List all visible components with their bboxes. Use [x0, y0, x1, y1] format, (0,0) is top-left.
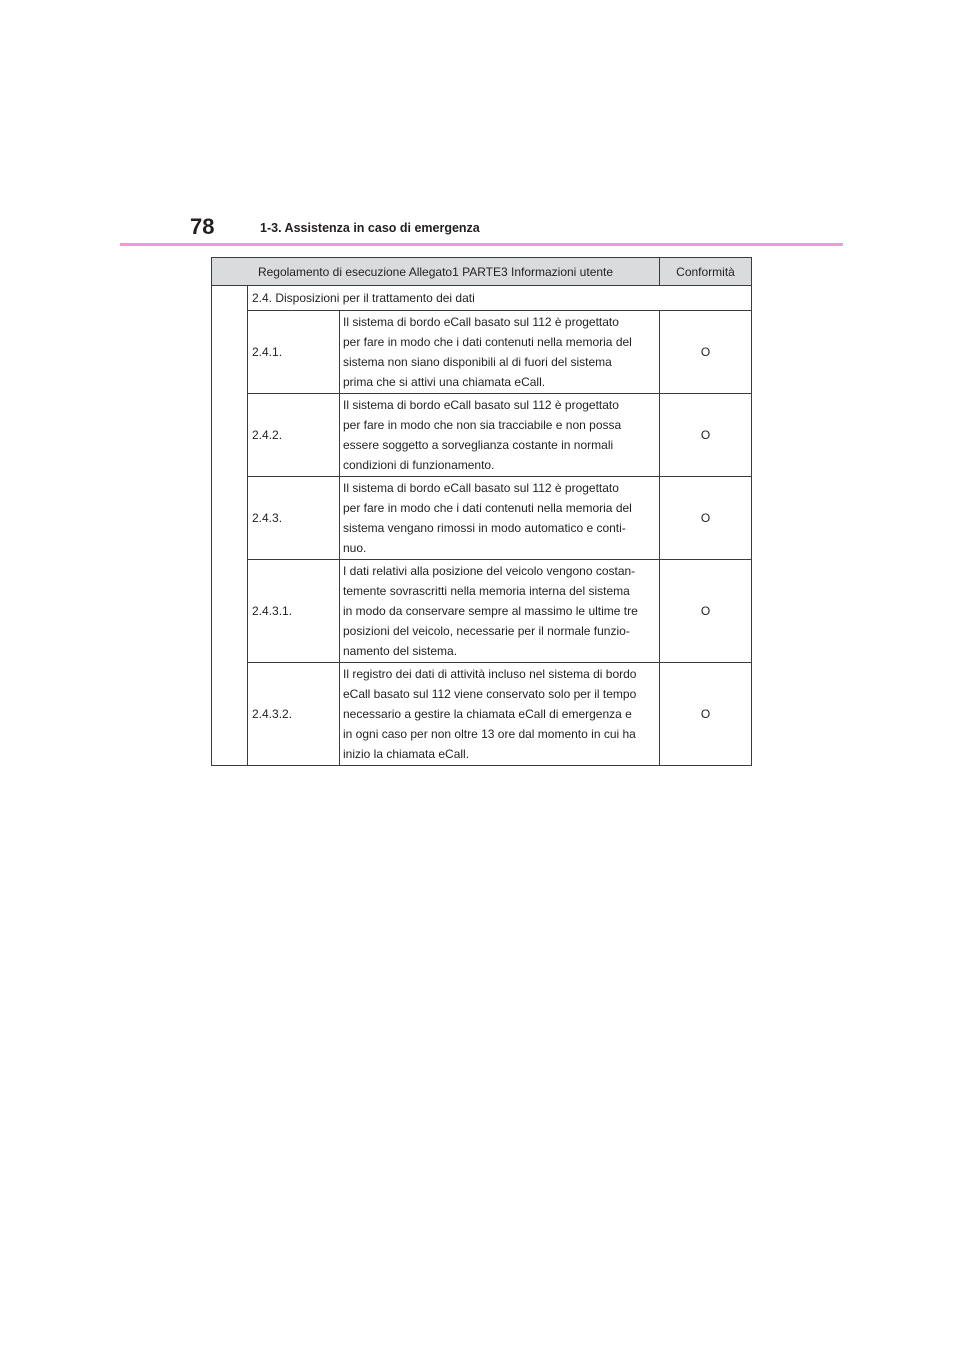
text-line: per fare in modo che i dati contenuti nella memoria del — [343, 501, 632, 515]
row-code: 2.4.3. — [248, 477, 340, 560]
row-conformity: O — [660, 560, 752, 663]
row-text — [340, 311, 660, 394]
table-row — [212, 477, 752, 560]
text-line: necessario a gestire la chiamata eCall di emergenza e — [343, 707, 632, 721]
row-conformity: O — [660, 477, 752, 560]
text-line: condizioni di funzionamento. — [343, 458, 495, 472]
row-code: 2.4.3.1. — [248, 560, 340, 663]
table-row — [212, 663, 752, 766]
text-line: I dati relativi alla posizione del veicolo vengono costan- — [343, 564, 636, 578]
text-line: essere soggetto a sorveglianza costante in normali — [343, 438, 614, 452]
row-code: 2.4.2. — [248, 394, 340, 477]
text-line: eCall basato sul 112 viene conservato solo per il tempo — [343, 687, 637, 701]
row-text — [340, 560, 660, 663]
row-text — [340, 477, 660, 560]
row-conformity: O — [660, 394, 752, 477]
text-line: in ogni caso per non oltre 13 ore dal momento in cui ha — [343, 727, 636, 741]
text-line: inizio la chiamata eCall. — [343, 747, 470, 761]
table-header-row — [212, 258, 752, 286]
conformity-column-header: Conformità — [660, 258, 752, 286]
page-number: 78 — [190, 214, 215, 239]
regulation-table — [211, 257, 752, 766]
row-conformity: O — [660, 311, 752, 394]
section-heading: 2.4. Disposizioni per il trattamento dei dati — [248, 286, 752, 311]
text-line: Il registro dei dati di attività incluso nel sistema di bordo — [343, 667, 637, 681]
table-row — [212, 560, 752, 663]
text-line: per fare in modo che i dati contenuti nella memoria del — [343, 335, 632, 349]
text-line: sistema vengano rimossi in modo automatico e conti- — [343, 521, 626, 535]
header-divider — [120, 243, 843, 246]
text-line: nuo. — [343, 541, 367, 555]
text-line: prima che si attivi una chiamata eCall. — [343, 375, 546, 389]
text-line: Il sistema di bordo eCall basato sul 112 è progettato — [343, 315, 619, 329]
regulation-column-header: Regolamento di esecuzione Allegato1 PARTE3 Informazioni utente — [212, 258, 660, 286]
text-line: namento del sistema. — [343, 644, 458, 658]
row-code: 2.4.1. — [248, 311, 340, 394]
text-line: per fare in modo che non sia tracciabile e non possa — [343, 418, 622, 432]
text-line: sistema non siano disponibili al di fuori del sistema — [343, 355, 612, 369]
text-line: Il sistema di bordo eCall basato sul 112 è progettato — [343, 481, 619, 495]
text-line: in modo da conservare sempre al massimo le ultime tre — [343, 604, 638, 618]
row-text — [340, 663, 660, 766]
text-line: posizioni del veicolo, necessarie per il normale funzio- — [343, 624, 630, 638]
table-row — [212, 311, 752, 394]
indent-cell — [212, 286, 248, 766]
section-row — [212, 286, 752, 311]
text-line: Il sistema di bordo eCall basato sul 112 è progettato — [343, 398, 619, 412]
row-code: 2.4.3.2. — [248, 663, 340, 766]
text-line: temente sovrascritti nella memoria interna del sistema — [343, 584, 630, 598]
section-title: 1-3. Assistenza in caso di emergenza — [260, 221, 480, 235]
row-conformity: O — [660, 663, 752, 766]
row-text — [340, 394, 660, 477]
table-row — [212, 394, 752, 477]
